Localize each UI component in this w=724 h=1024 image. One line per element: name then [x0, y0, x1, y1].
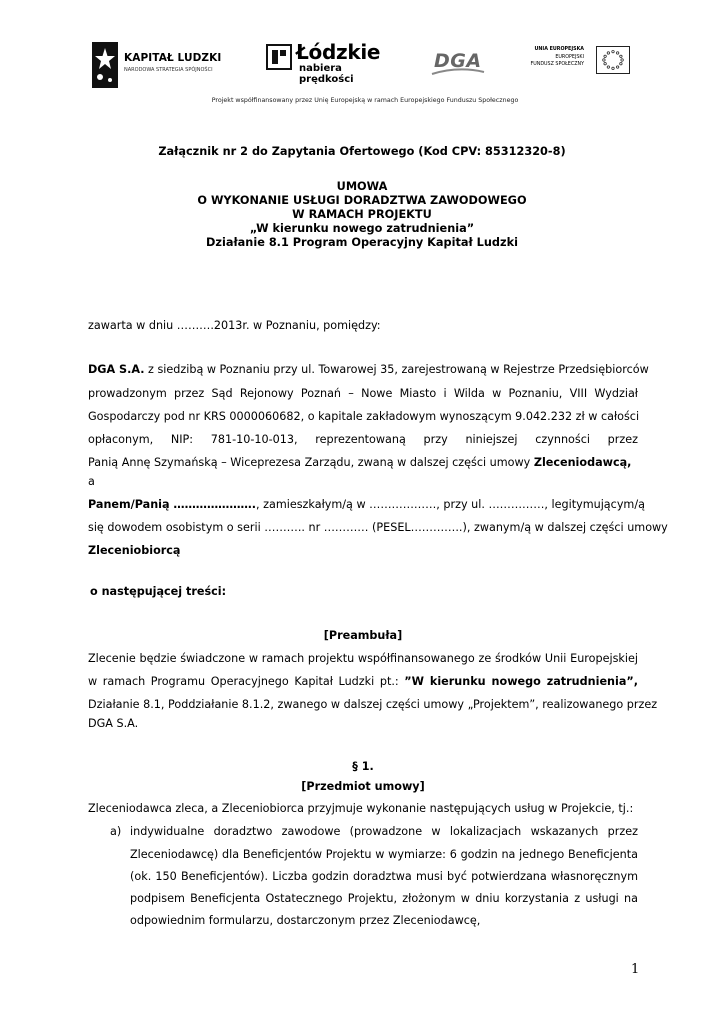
title-line-5: Działanie 8.1 Program Operacyjny Kapitał Ludzki [206, 236, 518, 249]
header-logos [88, 36, 642, 106]
section1-intro: Zleceniodawca zleca, a Zleceniobiorca przyjmuje wykonanie następujących usług w Projekcie, tj.: [88, 802, 634, 815]
kapital-ludzki-name: KAPITAŁ LUDZKI [124, 52, 222, 64]
party1-role: Zleceniodawcą, [533, 456, 632, 469]
party1-line-1 [88, 362, 649, 378]
preamble-l2-text: w ramach Programu Operacyjnego Kapitał Ludzki pt.: [88, 675, 405, 688]
preamble-heading: [Preambuła] [323, 629, 403, 642]
ue-line2: EUROPEJSKI [555, 54, 584, 60]
party2-l1-rest: , zamieszkałym/ą w ………………, przy ul. ……………, legitymującym/ą [256, 498, 645, 511]
lodzkie-mark-icon [266, 44, 292, 70]
party1-name: DGA S.A. [88, 363, 145, 376]
annex-title: Załącznik nr 2 do Zapytania Ofertowego (Kod CPV: 85312320-8) [158, 145, 566, 158]
project-name: ”W kierunku nowego zatrudnienia”, [404, 675, 638, 688]
and-line: a [88, 475, 95, 488]
dga-name: DGA [434, 50, 482, 72]
section1-heading: [Przedmiot umowy] [301, 780, 425, 793]
dga-logo [430, 48, 486, 76]
party1-line-5 [88, 455, 638, 471]
lodzkie-logo [266, 40, 386, 85]
item-a-line-4: podpisem Beneficjenta Ostatecznego Projektu, złożonym w dniu korzystania z usługi na [130, 892, 638, 905]
preamble-line-3: Działanie 8.1, Poddziałanie 8.1.2, zwanego w dalszej części umowy „Projektem”, realizowanego przez [88, 698, 658, 711]
preamble-line-4: DGA S.A. [88, 717, 139, 730]
ue-line3: FUNDUSZ SPOŁECZNY [530, 62, 584, 67]
preamble-line-2 [88, 674, 638, 690]
eu-flag-icon [596, 46, 630, 74]
title-line-2: O WYKONANIE USŁUGI DORADZTWA ZAWODOWEGO [197, 194, 527, 207]
ue-line1: UNIA EUROPEJSKA [534, 47, 584, 52]
lodzkie-tagline: nabiera prędkości [299, 63, 354, 85]
party1-line-3: Gospodarczy pod nr KRS 0000060682, o kapitale zakładowym wynoszącym 9.042.232 zł w całości [88, 410, 640, 423]
following-line: o następującej treści: [90, 585, 227, 598]
kapital-ludzki-subtitle: NARODOWA STRATEGIA SPÓJNOŚCI [124, 67, 213, 73]
party1-line-4: opłaconym, NIP: 781-10-10-013, reprezentowaną przy niniejszej czynności przez [88, 433, 638, 446]
preamble-line-1: Zlecenie będzie świadczone w ramach projektu współfinansowanego ze środków Unii Europejskiej [88, 652, 638, 665]
title-line-4: „W kierunku nowego zatrudnienia” [249, 222, 475, 235]
item-a-line-3: (ok. 150 Beneficjentów). Liczba godzin doradztwa musi być potwierdzana własnoręcznym [130, 870, 638, 883]
concluded-line: zawarta w dniu ……….2013r. w Poznaniu, pomiędzy: [88, 319, 381, 332]
party2-role: Zleceniobiorcą [88, 544, 181, 557]
cofunded-note: Projekt współfinansowany przez Unię Europejską w ramach Europejskiego Funduszu Społecznego [211, 97, 519, 104]
item-a-line-1: indywidualne doradztwo zawodowe (prowadzone w lokalizacjach wskazanych przez [130, 825, 638, 838]
kapital-ludzki-logo [88, 40, 228, 94]
ue-logo [530, 46, 644, 78]
kapital-ludzki-star-icon [92, 42, 118, 88]
section1-number: § 1. [352, 760, 374, 773]
party2-line-2: się dowodem osobistym o serii ……….. nr ………… (PESEL…………..), zwanym/ą w dalszej części umowy [88, 521, 668, 534]
item-a-line-5: odpowiednim formularzu, dostarczonym przez Zleceniodawcę, [130, 914, 481, 927]
page-number: 1 [631, 962, 640, 977]
party2-line-1 [88, 497, 645, 513]
ue-text [530, 46, 584, 69]
party1-l5-text: Panią Annę Szymańską – Wiceprezesa Zarządu, zwaną w dalszej części umowy [88, 456, 534, 469]
party1-l1-rest: z siedzibą w Poznaniu przy ul. Towarowej 35, zarejestrowaną w Rejestrze Przedsiębiorców [144, 363, 649, 376]
title-line-3: W RAMACH PROJEKTU [292, 208, 432, 221]
party1-line-2: prowadzonym przez Sąd Rejonowy Poznań – Nowe Miasto i Wilda w Poznaniu, VIII Wydział [88, 387, 638, 400]
item-a-marker: a) [110, 825, 122, 838]
title-line-1: UMOWA [336, 180, 388, 193]
lodzkie-name: Łódzkie [296, 40, 381, 64]
item-a-line-2: Zleceniodawcę) dla Beneficjentów Projektu w wymiarze: 6 godzin na jednego Beneficjenta [130, 848, 638, 861]
party2-name: Panem/Panią …………………. [88, 498, 256, 511]
